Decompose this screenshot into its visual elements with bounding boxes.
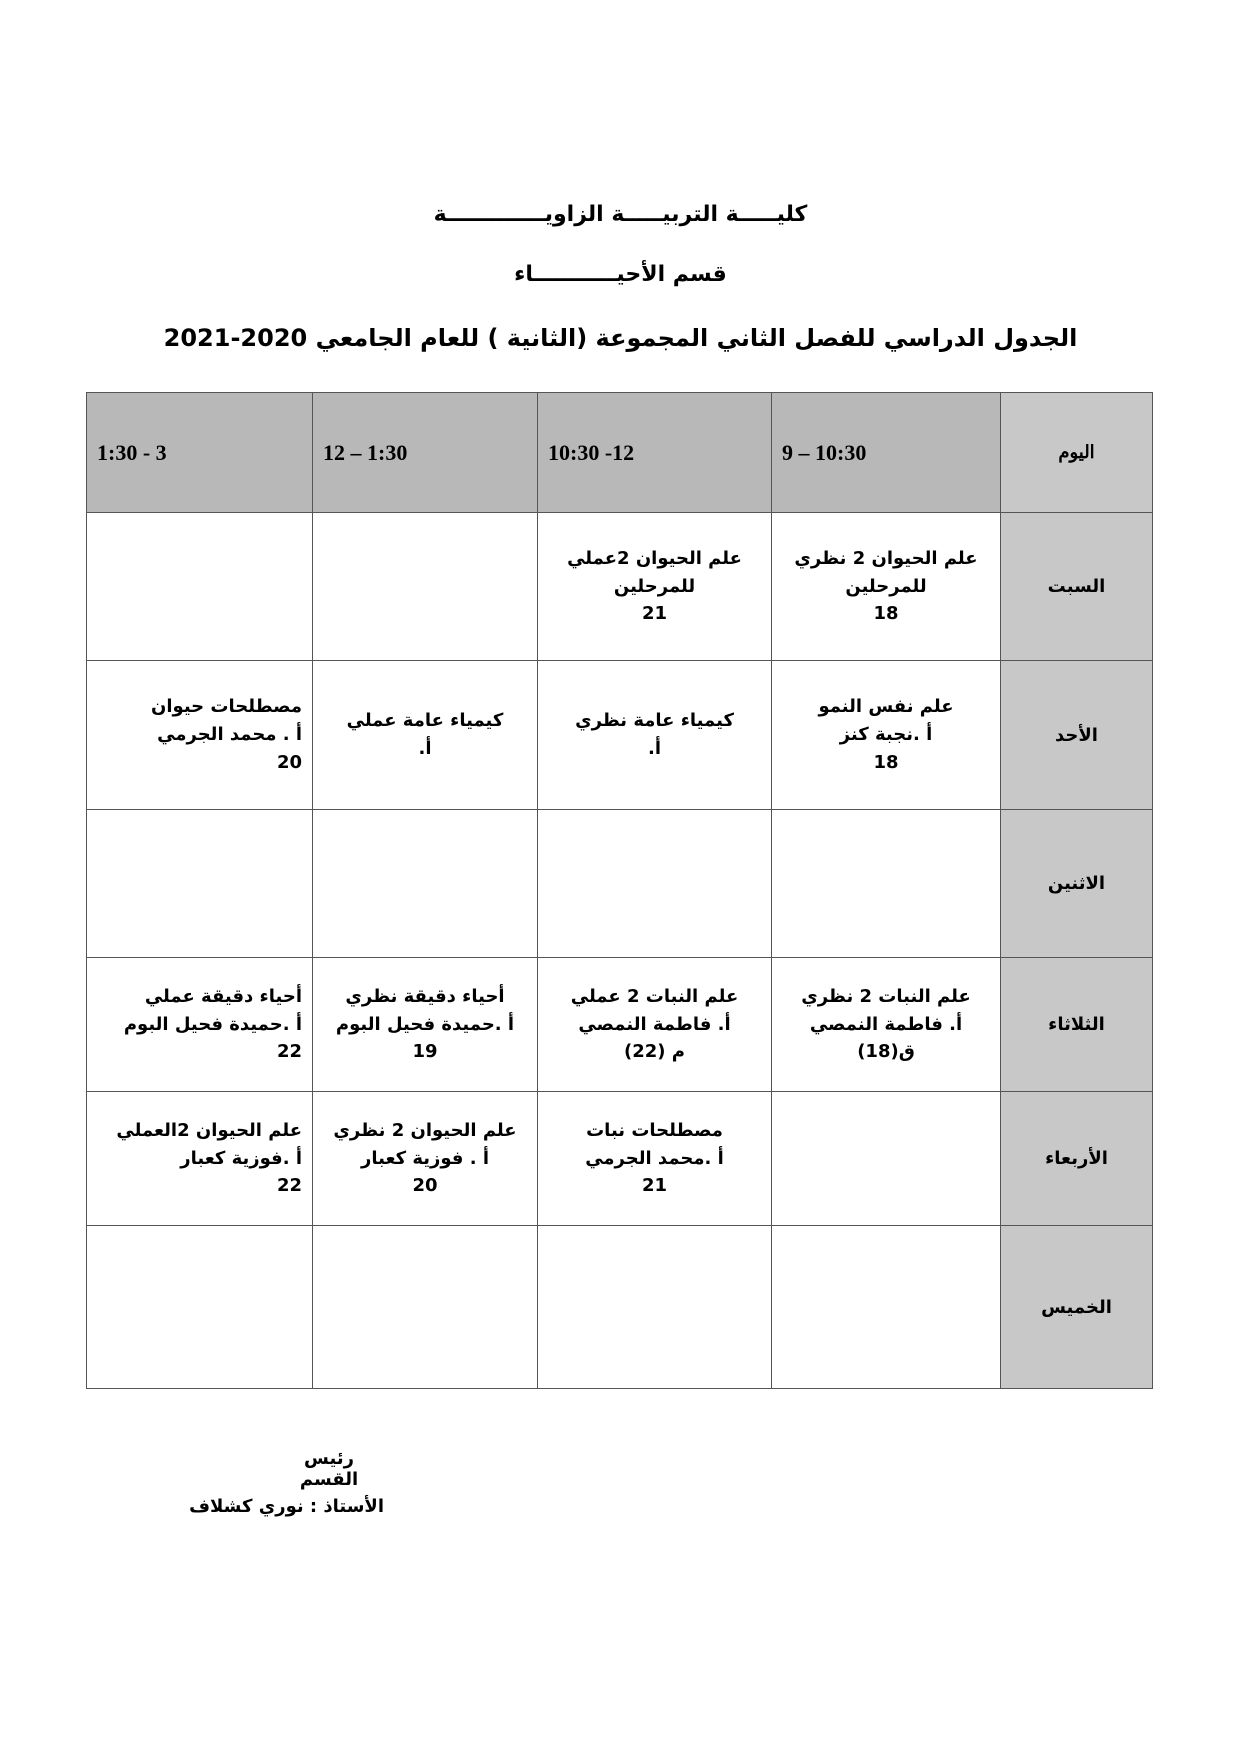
instructor-line: أ. فاطمة النمصي bbox=[578, 1013, 731, 1035]
course-name: أحياء دقيقة عملي bbox=[144, 985, 302, 1007]
instructor-line: للمرحلين bbox=[845, 575, 927, 597]
day-cell: الأربعاء bbox=[1001, 1092, 1153, 1226]
room-number: م (22) bbox=[624, 1041, 685, 1063]
period-header: 3 - 1:30 bbox=[87, 393, 313, 513]
course-name: علم الحيوان 2العملي bbox=[116, 1119, 302, 1141]
schedule-cell bbox=[538, 661, 772, 810]
schedule-title: الجدول الدراسي للفصل الثاني المجموعة (الثانية ) للعام الجامعي 2020-2021 bbox=[163, 324, 1078, 352]
schedule-cell bbox=[772, 1226, 1001, 1389]
period-header: 1:30 – 12 bbox=[313, 393, 538, 513]
schedule-cell bbox=[313, 810, 538, 958]
table-row bbox=[87, 1226, 1153, 1389]
room-number: 22 bbox=[276, 1175, 302, 1197]
college-title: كليـــــة التربيـــــة الزاويـــــــــــــة bbox=[433, 202, 808, 227]
table-header-row bbox=[87, 393, 1153, 513]
instructor-line: أ .محمد الجرمي bbox=[585, 1147, 724, 1169]
room-number: 19 bbox=[412, 1041, 438, 1063]
period-header: 12- 10:30 bbox=[538, 393, 772, 513]
period-header: 10:30 – 9 bbox=[772, 393, 1001, 513]
schedule-cell bbox=[538, 513, 772, 661]
schedule-cell bbox=[538, 1226, 772, 1389]
schedule-cell bbox=[313, 1092, 538, 1226]
schedule-cell bbox=[538, 810, 772, 958]
schedule-cell bbox=[772, 661, 1001, 810]
day-cell: الخميس bbox=[1001, 1226, 1153, 1389]
course-name: مصطلحات حيوان bbox=[151, 696, 302, 718]
instructor-line: أ .حميدة فحيل البوم bbox=[335, 1013, 515, 1035]
table-row bbox=[87, 661, 1153, 810]
instructor-line: أ .فوزية كعبار bbox=[180, 1147, 302, 1169]
course-name: علم نفس النمو bbox=[818, 696, 954, 718]
schedule-cell bbox=[87, 810, 313, 958]
room-number: 22 bbox=[276, 1041, 302, 1063]
day-column-header: اليوم bbox=[1001, 393, 1153, 513]
room-number: 21 bbox=[641, 603, 668, 625]
table-row bbox=[87, 513, 1153, 661]
instructor-line: أ. bbox=[418, 738, 432, 759]
course-name: علم النبات 2 عملي bbox=[570, 985, 739, 1007]
instructor-line: أ .حميدة فحيل البوم bbox=[123, 1013, 302, 1035]
schedule-cell bbox=[772, 810, 1001, 958]
course-name: كيمياء عامة عملي bbox=[346, 710, 504, 732]
room-number: ق(18) bbox=[857, 1041, 915, 1063]
day-cell: السبت bbox=[1001, 513, 1153, 661]
day-cell: الأحد bbox=[1001, 661, 1153, 810]
schedule-cell bbox=[87, 1226, 313, 1389]
schedule-table bbox=[86, 392, 1153, 1389]
schedule-cell bbox=[538, 1092, 772, 1226]
instructor-line: أ . فوزية كعبار bbox=[360, 1147, 489, 1169]
instructor-line: أ . محمد الجرمي bbox=[157, 724, 302, 746]
schedule-cell bbox=[87, 661, 313, 810]
course-name: مصطلحات نبات bbox=[586, 1119, 723, 1141]
schedule-cell bbox=[313, 661, 538, 810]
room-number: 18 bbox=[873, 751, 899, 773]
room-number: 20 bbox=[412, 1175, 438, 1197]
instructor-line: أ. bbox=[647, 738, 661, 759]
schedule-cell bbox=[313, 958, 538, 1092]
schedule-cell bbox=[772, 513, 1001, 661]
department-title: قسم الأحيـــــــــــاء bbox=[514, 262, 727, 287]
instructor-line: للمرحلين bbox=[613, 575, 696, 597]
schedule-cell bbox=[87, 513, 313, 661]
course-name: أحياء دقيقة نظري bbox=[345, 985, 505, 1007]
schedule-cell bbox=[538, 958, 772, 1092]
schedule-cell bbox=[87, 1092, 313, 1226]
schedule-cell bbox=[772, 958, 1001, 1092]
day-cell: الاثنين bbox=[1001, 810, 1153, 958]
room-number: 18 bbox=[873, 603, 899, 625]
department-head-label: رئيس القسم bbox=[299, 1448, 359, 1490]
room-number: 21 bbox=[641, 1175, 668, 1197]
course-name: علم النبات 2 نظري bbox=[801, 985, 971, 1007]
schedule-cell bbox=[313, 513, 538, 661]
course-name: علم الحيوان 2 نظري bbox=[794, 547, 978, 569]
room-number: 20 bbox=[276, 751, 302, 773]
course-name: كيمياء عامة نظري bbox=[575, 710, 734, 732]
department-head-name: الأستاذ : نوري كشلاف bbox=[189, 1496, 384, 1517]
course-name: علم الحيوان 2 نظري bbox=[333, 1119, 517, 1141]
schedule-cell bbox=[313, 1226, 538, 1389]
table-row bbox=[87, 1092, 1153, 1226]
course-name: علم الحيوان 2عملي bbox=[567, 547, 742, 569]
table-row bbox=[87, 810, 1153, 958]
table-row bbox=[87, 958, 1153, 1092]
instructor-line: أ. فاطمة النمصي bbox=[809, 1013, 963, 1035]
schedule-cell bbox=[772, 1092, 1001, 1226]
instructor-line: أ .نجبة كنز bbox=[839, 724, 933, 746]
schedule-cell bbox=[87, 958, 313, 1092]
day-cell: الثلاثاء bbox=[1001, 958, 1153, 1092]
